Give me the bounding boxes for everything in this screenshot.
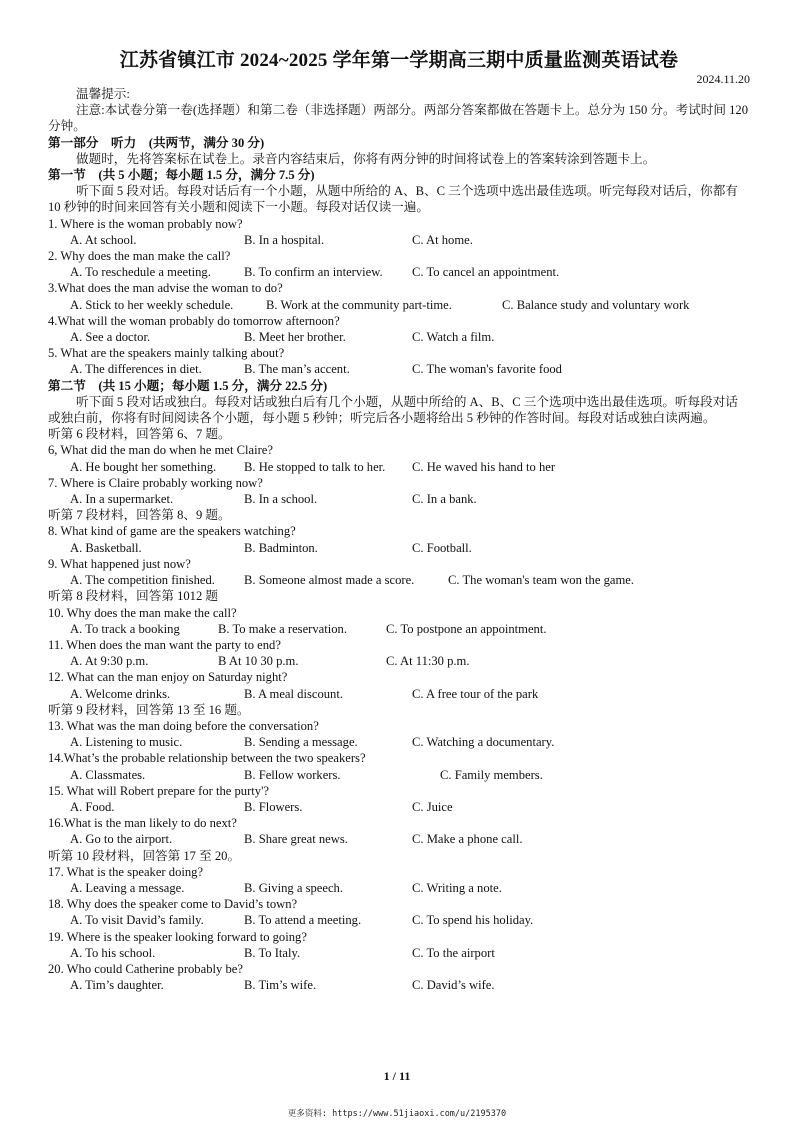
option-c: C. Balance study and voluntary work: [502, 297, 690, 312]
option-a: A. The competition finished.: [70, 573, 215, 588]
option-a: A. Go to the airport.: [70, 832, 173, 847]
option-a: A. Welcome drinks.: [70, 686, 171, 701]
option-c: C. David’s wife.: [412, 978, 495, 993]
part1-instruction: 做题时，先将答案标在试卷上。录音内容结束后，你将有两分钟的时间将试卷上的答案转涂到答题卡上。: [76, 151, 656, 166]
question-stem: 11. When does the man want the party to end?: [48, 637, 281, 652]
group-label: 听第 7 段材料，回答第 8、9 题。: [48, 508, 231, 523]
question-stem: 19. Where is the speaker looking forward to going?: [48, 929, 307, 944]
option-b: B. In a hospital.: [244, 232, 325, 247]
option-c: C. To spend his holiday.: [412, 913, 534, 928]
option-b: B. Giving a speech.: [244, 880, 343, 895]
question-stem: 14.What’s the probable relationship between the two speakers?: [48, 751, 366, 766]
question-item: [48, 637, 750, 669]
option-c: C. At 11:30 p.m.: [386, 654, 470, 669]
option-c: C. A free tour of the park: [412, 686, 539, 701]
question-stem: 5. What are the speakers mainly talking about?: [48, 346, 285, 361]
footer-resource-link[interactable]: 更多资料: https://www.51jiaoxi.com/u/2195370: [287, 1109, 507, 1119]
group-label: 听第 8 段材料，回答第 1012 题: [48, 589, 219, 604]
option-b: B. To confirm an interview.: [244, 265, 383, 280]
option-c: C. He waved his hand to her: [412, 459, 556, 474]
question-item: [48, 280, 750, 312]
question-item: [48, 442, 750, 474]
section1-instruction: 听下面 5 段对话。每段对话后有一个小题，从题中所给的 A、B、C 三个选项中选出最佳选项。听完每段对话后，你都有 10 秒钟的时间来回答有关小题和阅读下一小题。每段对话仅读一遍。: [48, 184, 738, 215]
question-stem: 12. What can the man enjoy on Saturday night?: [48, 670, 288, 685]
option-b: B. Sending a message.: [244, 735, 358, 750]
question-stem: 13. What was the man doing before the conversation?: [48, 718, 319, 733]
question-stem: 20. Who could Catherine probably be?: [48, 961, 243, 976]
section2-question-list: [48, 426, 750, 993]
question-stem: 9. What happened just now?: [48, 556, 191, 571]
option-a: A. At 9:30 p.m.: [70, 654, 149, 669]
question-item: [48, 216, 750, 248]
option-c: C. Writing a note.: [412, 880, 502, 895]
question-item: [48, 313, 750, 345]
question-stem: 10. Why does the man make the call?: [48, 605, 237, 620]
section1-question-list: [48, 216, 750, 378]
option-a: A. See a doctor.: [70, 330, 151, 345]
question-stem: 15. What will Robert prepare for the purty'?: [48, 783, 269, 798]
option-b: B. Fellow workers.: [244, 767, 341, 782]
option-a: A. To his school.: [70, 945, 156, 960]
question-stem: 2. Why does the man make the call?: [48, 249, 231, 264]
part1-heading: 第一部分 听力 (共两节，满分 30 分): [48, 135, 265, 150]
option-c: C. The woman's team won the game.: [448, 573, 635, 588]
option-b: B. In a school.: [244, 492, 318, 507]
question-item: [48, 864, 750, 896]
option-a: A. Leaving a message.: [70, 880, 185, 895]
option-a: A. To track a booking: [70, 621, 180, 636]
question-item: [48, 248, 750, 280]
question-stem: 4.What will the woman probably do tomorrow afternoon?: [48, 313, 340, 328]
notice-label: 温馨提示:: [76, 87, 130, 101]
question-item: [48, 929, 750, 961]
option-a: A. Food.: [70, 799, 115, 814]
question-item: [48, 750, 750, 782]
exam-page: [48, 48, 750, 993]
question-item: [48, 475, 750, 507]
option-c: C. To postpone an appointment.: [386, 621, 547, 636]
question-item: [48, 815, 750, 847]
option-c: C. Watch a film.: [412, 330, 495, 345]
option-c: C. Family members.: [440, 767, 543, 782]
option-c: C. Football.: [412, 540, 472, 555]
option-b: B. Badminton.: [244, 540, 318, 555]
option-b: B. Tim’s wife.: [244, 978, 317, 993]
question-item: [48, 605, 750, 637]
option-a: A. To visit David’s family.: [70, 913, 204, 928]
section2-instruction: 听下面 5 段对话或独白。每段对话或独白后有几个小题，从题中所给的 A、B、C 三个选项中选出最佳选项。听每段对话或独白前，你将有时间阅读各个小题，每小题 5 秒钟；听完后各小题将给出 5 秒钟的作答时间。每段对话或独白读两遍。: [48, 394, 738, 426]
question-stem: 16.What is the man likely to do next?: [48, 816, 237, 831]
option-a: A. Basketball.: [70, 540, 142, 555]
option-b: B. Work at the community part-time.: [266, 297, 452, 312]
question-item: [48, 556, 750, 588]
option-b: B. A meal discount.: [244, 686, 343, 701]
option-b: B. The man’s accent.: [244, 362, 350, 377]
exam-date: 2024.11.20: [696, 72, 750, 86]
option-c: C. Juice: [412, 799, 453, 814]
group-label: 听第 9 段材料，回答第 13 至 16 题。: [48, 702, 250, 717]
option-c: C. In a bank.: [412, 492, 477, 507]
option-c: C. To cancel an appointment.: [412, 265, 560, 280]
question-stem: 8. What kind of game are the speakers watching?: [48, 524, 296, 539]
option-b: B At 10 30 p.m.: [218, 654, 299, 669]
option-c: C. To the airport: [412, 945, 495, 960]
option-c: C. At home.: [412, 232, 473, 247]
option-c: C. Make a phone call.: [412, 832, 523, 847]
question-stem: 7. Where is Claire probably working now?: [48, 475, 263, 490]
option-b: B. To attend a meeting.: [244, 913, 362, 928]
option-b: B. Meet her brother.: [244, 330, 346, 345]
option-a: A. He bought her something.: [70, 459, 217, 474]
question-item: [48, 345, 750, 377]
option-a: A. To reschedule a meeting.: [70, 265, 211, 280]
option-b: B. Flowers.: [244, 799, 303, 814]
option-a: A. Tim’s daughter.: [70, 978, 164, 993]
question-item: [48, 783, 750, 815]
question-stem: 3.What does the man advise the woman to do?: [48, 281, 283, 296]
exam-title: 江苏省镇江市 2024~2025 学年第一学期高三期中质量监测英语试卷: [119, 50, 679, 71]
page-number: 1 / 11: [383, 1069, 411, 1083]
option-a: A. The differences in diet.: [70, 362, 202, 377]
option-b: B. To make a reservation.: [218, 621, 347, 636]
option-b: B. Share great news.: [244, 832, 348, 847]
question-item: [48, 896, 750, 928]
question-stem: 18. Why does the speaker come to David’s town?: [48, 897, 298, 912]
question-item: [48, 523, 750, 555]
option-a: A. In a supermarket.: [70, 492, 174, 507]
option-a: A. Listening to music.: [70, 735, 183, 750]
section1-heading: 第一节 (共 5 小题；每小题 1.5 分，满分 7.5 分): [48, 168, 315, 183]
option-a: A. Classmates.: [70, 767, 146, 782]
option-b: B. He stopped to talk to her.: [244, 459, 386, 474]
option-b: B. To Italy.: [244, 945, 301, 960]
option-a: A. At school.: [70, 232, 137, 247]
group-label: 听第 10 段材料，回答第 17 至 20。: [48, 848, 241, 863]
option-c: C. Watching a documentary.: [412, 735, 555, 750]
section2-heading: 第二节 (共 15 小题；每小题 1.5 分，满分 22.5 分): [48, 378, 328, 393]
question-stem: 6, What did the man do when he met Claire?: [48, 443, 273, 458]
question-stem: 1. Where is the woman probably now?: [48, 216, 243, 231]
option-a: A. Stick to her weekly schedule.: [70, 297, 234, 312]
question-item: [48, 669, 750, 701]
notice-body: 注意:本试卷分第一卷(选择题）和第二卷（非选择题）两部分。两部分答案都做在答题卡上。总分为 150 分。考试时间 120 分钟。: [48, 103, 749, 134]
option-b: B. Someone almost made a score.: [244, 573, 415, 588]
option-c: C. The woman's favorite food: [412, 362, 562, 377]
group-label: 听第 6 段材料，回答第 6、7 题。: [48, 427, 231, 442]
question-item: [48, 718, 750, 750]
question-item: [48, 961, 750, 993]
question-stem: 17. What is the speaker doing?: [48, 864, 204, 879]
